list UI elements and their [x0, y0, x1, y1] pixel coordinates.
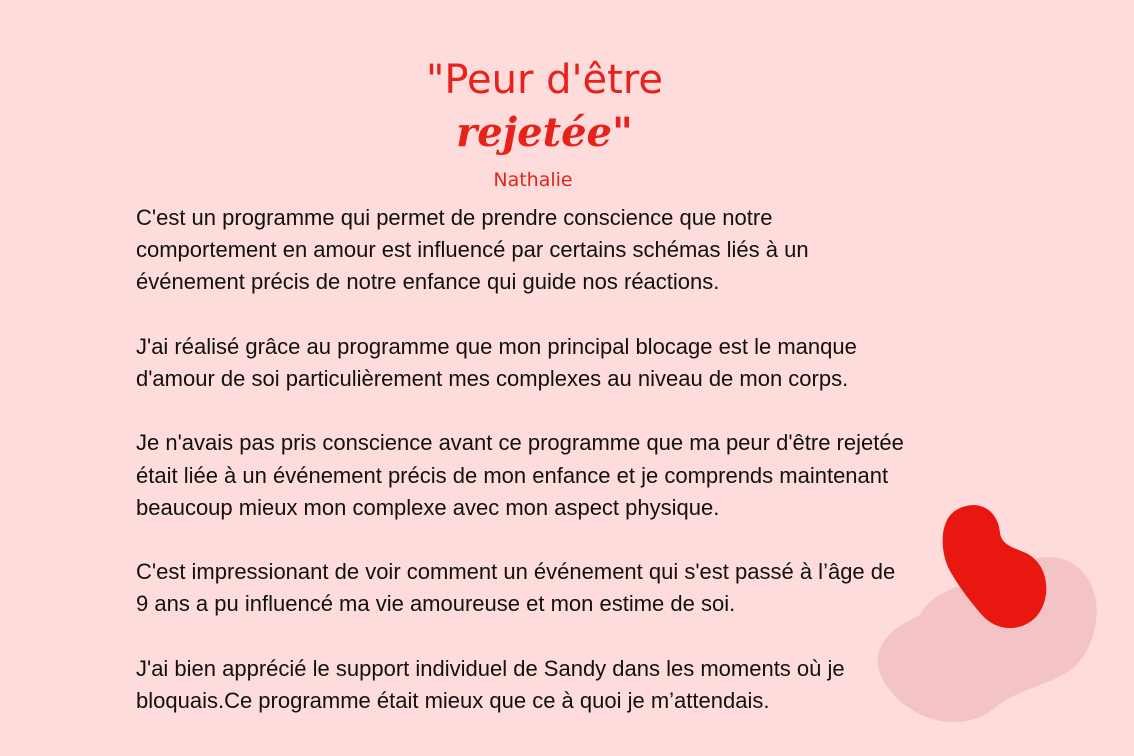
testimonial-paragraph: J'ai réalisé grâce au programme que mon principal blocage est le manque d'amour de soi particulièrement mes complexes au niveau de mon corps.: [136, 333, 857, 391]
author-name: Nathalie: [493, 169, 573, 191]
testimonial-body: [136, 202, 1006, 717]
testimonial-paragraph: Je n'avais pas pris conscience avant ce programme que ma peur d'être rejetée était liée à un événement précis de mon enfance et je comprends maintenant beaucoup mieux mon complexe avec mon aspect physique.: [136, 430, 904, 520]
testimonial-paragraph: J'ai bien apprécié le support individuel de Sandy dans les moments où je bloquais.Ce programme était mieux que ce à quoi je m’attendais.: [136, 655, 845, 713]
testimonial-paragraph: C'est un programme qui permet de prendre conscience que notre comportement en amour est influencé par certains schémas liés à un événement précis de notre enfance qui guide nos réactions.: [136, 205, 809, 295]
quote-title-line2: rejetée": [456, 109, 633, 156]
quote-title-line1: "Peur d'être: [425, 57, 664, 103]
testimonial-paragraph: C'est impressionant de voir comment un événement qui s'est passé à l’âge de 9 ans a pu influencé ma vie amoureuse et mon estime de soi.: [136, 559, 896, 617]
